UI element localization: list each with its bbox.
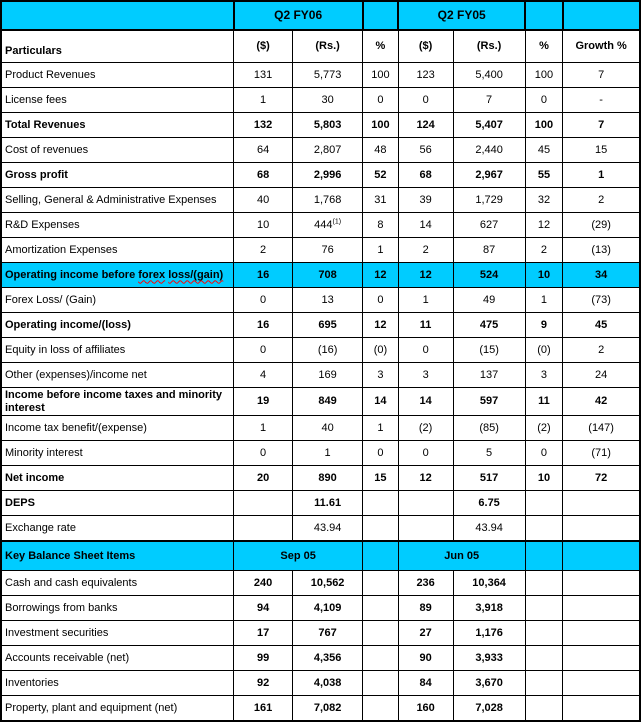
cell-value: 4,038 — [293, 671, 363, 696]
cell-value: 1,729 — [453, 188, 525, 213]
row-label: Equity in loss of affiliates — [1, 338, 234, 363]
row-label: Income tax benefit/(expense) — [1, 416, 234, 441]
cell-value — [363, 516, 399, 542]
cell-value: 5,407 — [453, 113, 525, 138]
cell-value: 7 — [563, 63, 640, 88]
table-row — [1, 338, 640, 363]
cell-value: (0) — [525, 338, 563, 363]
cell-value: 49 — [453, 288, 525, 313]
cell-value: 6.75 — [453, 491, 525, 516]
cell-value: 0 — [398, 88, 453, 113]
cell-value: 132 — [234, 113, 293, 138]
spellcheck-underlined-word: loss/(gain) — [168, 268, 224, 281]
cell-value: 1 — [398, 288, 453, 313]
cell-value: 45 — [525, 138, 563, 163]
cell-value: 24 — [563, 363, 640, 388]
row-label: Property, plant and equipment (net) — [1, 696, 234, 722]
cell-value: 5 — [453, 441, 525, 466]
table-row — [1, 416, 640, 441]
cell-value: 1 — [363, 416, 399, 441]
cell-value: 84 — [398, 671, 453, 696]
cell-value: 0 — [234, 288, 293, 313]
table-row — [1, 491, 640, 516]
cell-value — [525, 516, 563, 542]
cell-value: 16 — [234, 313, 293, 338]
cell-value: 19 — [234, 388, 293, 416]
cell-value: 87 — [453, 238, 525, 263]
table-row — [1, 441, 640, 466]
row-label — [1, 263, 234, 288]
cell-value: (71) — [563, 441, 640, 466]
cell-value: 32 — [525, 188, 563, 213]
col-header-growth: Growth % — [563, 30, 640, 63]
cell-value: - — [563, 88, 640, 113]
cell-value: 124 — [398, 113, 453, 138]
col-header-usd-fy06: ($) — [234, 30, 293, 63]
cell-value: 160 — [398, 696, 453, 722]
row-label: Cost of revenues — [1, 138, 234, 163]
row-label: License fees — [1, 88, 234, 113]
cell-value: 0 — [363, 88, 399, 113]
cell-value — [363, 646, 399, 671]
cell-value: 15 — [363, 466, 399, 491]
cell-value: 161 — [234, 696, 293, 722]
row-label: Product Revenues — [1, 63, 234, 88]
cell-value — [363, 696, 399, 722]
cell-value: 10,364 — [453, 571, 525, 596]
row-label: Minority interest — [1, 441, 234, 466]
footnote-marker: (1) — [332, 218, 342, 226]
cell-value: 2,807 — [293, 138, 363, 163]
cell-value: 0 — [525, 441, 563, 466]
cell-value — [525, 671, 563, 696]
cell-value — [363, 621, 399, 646]
cell-value: 597 — [453, 388, 525, 416]
table-row — [1, 313, 640, 338]
balance-sheet-section — [1, 541, 640, 571]
cell-value: (15) — [453, 338, 525, 363]
cell-value: 10 — [525, 466, 563, 491]
cell-value: 12 — [398, 466, 453, 491]
table-row — [1, 671, 640, 696]
cell-value — [398, 516, 453, 542]
header-spacer-cell — [563, 541, 640, 571]
cell-value: 12 — [398, 263, 453, 288]
cell-value: 3,933 — [453, 646, 525, 671]
cell-value: (2) — [398, 416, 453, 441]
cell-value: 5,803 — [293, 113, 363, 138]
cell-value: 76 — [293, 238, 363, 263]
cell-value — [525, 571, 563, 596]
cell-value: 10,562 — [293, 571, 363, 596]
row-label: Forex Loss/ (Gain) — [1, 288, 234, 313]
table-row — [1, 363, 640, 388]
column-header-row — [1, 30, 640, 63]
row-label: Selling, General & Administrative Expenses — [1, 188, 234, 213]
cell-value: 524 — [453, 263, 525, 288]
cell-value: 1 — [563, 163, 640, 188]
cell-value: 20 — [234, 466, 293, 491]
cell-value: 14 — [363, 388, 399, 416]
cell-value: (147) — [563, 416, 640, 441]
cell-value: 68 — [398, 163, 453, 188]
cell-value: (29) — [563, 213, 640, 238]
cell-value: 94 — [234, 596, 293, 621]
col-header-rs-fy06: (Rs.) — [293, 30, 363, 63]
cell-value: 12 — [525, 213, 563, 238]
row-label: Gross profit — [1, 163, 234, 188]
cell-value: 52 — [363, 163, 399, 188]
cell-value: 92 — [234, 671, 293, 696]
cell-value: (16) — [293, 338, 363, 363]
cell-value: 100 — [525, 113, 563, 138]
cell-value: 9 — [525, 313, 563, 338]
cell-value: 11 — [525, 388, 563, 416]
cell-value — [563, 646, 640, 671]
cell-value — [563, 491, 640, 516]
cell-value: 627 — [453, 213, 525, 238]
table-row — [1, 138, 640, 163]
cell-value: 40 — [234, 188, 293, 213]
cell-value: 767 — [293, 621, 363, 646]
cell-value: 40 — [293, 416, 363, 441]
cell-value: 11.61 — [293, 491, 363, 516]
balance-sheet-title: Key Balance Sheet Items — [1, 541, 234, 571]
cell-value: 7,082 — [293, 696, 363, 722]
row-label: Borrowings from banks — [1, 596, 234, 621]
table-row — [1, 288, 640, 313]
cell-value: 72 — [563, 466, 640, 491]
cell-value: 14 — [398, 388, 453, 416]
cell-value: 2 — [525, 238, 563, 263]
cell-value: (0) — [363, 338, 399, 363]
cell-value: 55 — [525, 163, 563, 188]
cell-value: 3 — [525, 363, 563, 388]
cell-value: 3 — [363, 363, 399, 388]
col-header-rs-fy05: (Rs.) — [453, 30, 525, 63]
cell-value — [525, 646, 563, 671]
cell-value: 3,918 — [453, 596, 525, 621]
cell-value: 16 — [234, 263, 293, 288]
period-header-row — [1, 1, 640, 30]
row-label: Exchange rate — [1, 516, 234, 542]
cell-value — [563, 516, 640, 542]
cell-value: (2) — [525, 416, 563, 441]
cell-value — [525, 596, 563, 621]
cell-value: 3,670 — [453, 671, 525, 696]
row-label: Accounts receivable (net) — [1, 646, 234, 671]
cell-value — [563, 621, 640, 646]
cell-value: 236 — [398, 571, 453, 596]
cell-value: 13 — [293, 288, 363, 313]
cell-value: 708 — [293, 263, 363, 288]
cell-value: 890 — [293, 466, 363, 491]
cell-value: 7,028 — [453, 696, 525, 722]
cell-value: 1,176 — [453, 621, 525, 646]
cell-value: 1 — [525, 288, 563, 313]
col-header-pct-fy06: % — [363, 30, 399, 63]
particulars-header: Particulars — [1, 30, 234, 63]
table-row — [1, 696, 640, 722]
cell-value: 39 — [398, 188, 453, 213]
cell-value: 849 — [293, 388, 363, 416]
table-row — [1, 596, 640, 621]
cell-value: 0 — [525, 88, 563, 113]
cell-value: 100 — [363, 113, 399, 138]
cell-value: 17 — [234, 621, 293, 646]
cell-value: 7 — [563, 113, 640, 138]
cell-value: 0 — [363, 288, 399, 313]
balance-sheet-body — [1, 571, 640, 722]
cell-value: 5,773 — [293, 63, 363, 88]
table-row — [1, 88, 640, 113]
table-row — [1, 466, 640, 491]
cell-value — [525, 696, 563, 722]
column-group-q2fy06: Q2 FY06 — [234, 1, 363, 30]
cell-value: 1 — [293, 441, 363, 466]
cell-value: 0 — [363, 441, 399, 466]
cell-value: 11 — [398, 313, 453, 338]
row-label: R&D Expenses — [1, 213, 234, 238]
cell-value — [563, 671, 640, 696]
cell-value: 0 — [234, 441, 293, 466]
cell-value: 240 — [234, 571, 293, 596]
cell-value: 2,996 — [293, 163, 363, 188]
cell-value: 27 — [398, 621, 453, 646]
cell-value: 0 — [398, 338, 453, 363]
cell-value: 4,356 — [293, 646, 363, 671]
header-spacer-cell — [525, 541, 563, 571]
col-header-usd-fy05: ($) — [398, 30, 453, 63]
cell-value: 1,768 — [293, 188, 363, 213]
cell-value: 48 — [363, 138, 399, 163]
cell-value: 444$^{(1)}$ — [293, 213, 363, 238]
cell-value — [363, 571, 399, 596]
row-label: Investment securities — [1, 621, 234, 646]
row-label: Income before income taxes and minority interest — [1, 388, 234, 416]
cell-value: 7 — [453, 88, 525, 113]
cell-value: 2,440 — [453, 138, 525, 163]
table-row — [1, 163, 640, 188]
period-jun05: Jun 05 — [398, 541, 525, 571]
income-statement-body — [1, 63, 640, 542]
cell-value: 2 — [563, 188, 640, 213]
cell-value: 0 — [234, 338, 293, 363]
cell-value: 1 — [234, 88, 293, 113]
cell-value: (85) — [453, 416, 525, 441]
cell-value: 2 — [398, 238, 453, 263]
cell-value: 1 — [363, 238, 399, 263]
cell-value: 12 — [363, 313, 399, 338]
cell-value — [398, 491, 453, 516]
cell-value — [234, 491, 293, 516]
header-spacer-cell — [1, 1, 234, 30]
cell-value: 1 — [234, 416, 293, 441]
row-label: Operating income/(loss) — [1, 313, 234, 338]
table-row — [1, 621, 640, 646]
row-label: Cash and cash equivalents — [1, 571, 234, 596]
cell-value: 5,400 — [453, 63, 525, 88]
cell-value: 10 — [525, 263, 563, 288]
row-label: DEPS — [1, 491, 234, 516]
cell-value: 100 — [525, 63, 563, 88]
col-header-pct-fy05: % — [525, 30, 563, 63]
cell-value: 14 — [398, 213, 453, 238]
label-text: Operating income before — [5, 268, 139, 281]
cell-value: 2 — [563, 338, 640, 363]
cell-value: 517 — [453, 466, 525, 491]
balance-sheet-header-row — [1, 541, 640, 571]
cell-value: 0 — [398, 441, 453, 466]
cell-value: 10 — [234, 213, 293, 238]
cell-value: 4 — [234, 363, 293, 388]
cell-value: 15 — [563, 138, 640, 163]
cell-value: 695 — [293, 313, 363, 338]
cell-value: 475 — [453, 313, 525, 338]
cell-value: 4,109 — [293, 596, 363, 621]
cell-value: 34 — [563, 263, 640, 288]
table-row — [1, 213, 640, 238]
header-spacer-cell — [563, 1, 640, 30]
cell-value — [363, 596, 399, 621]
cell-value: 43.94 — [293, 516, 363, 542]
cell-value: 30 — [293, 88, 363, 113]
cell-value — [563, 696, 640, 722]
row-label: Net income — [1, 466, 234, 491]
cell-value: 131 — [234, 63, 293, 88]
cell-value — [563, 571, 640, 596]
cell-value: 42 — [563, 388, 640, 416]
spellcheck-underlined-word: forex — [138, 268, 166, 281]
cell-value: 99 — [234, 646, 293, 671]
cell-value — [363, 491, 399, 516]
cell-value: (13) — [563, 238, 640, 263]
cell-value — [563, 596, 640, 621]
cell-value: (73) — [563, 288, 640, 313]
header-spacer-cell — [363, 1, 399, 30]
cell-value: 43.94 — [453, 516, 525, 542]
cell-value: 8 — [363, 213, 399, 238]
cell-value: 45 — [563, 313, 640, 338]
cell-value: 56 — [398, 138, 453, 163]
row-label: Other (expenses)/income net — [1, 363, 234, 388]
table-row — [1, 388, 640, 416]
cell-value: 90 — [398, 646, 453, 671]
table-row — [1, 571, 640, 596]
table-row — [1, 646, 640, 671]
cell-value: 2,967 — [453, 163, 525, 188]
header-spacer-cell — [525, 1, 563, 30]
cell-value: 64 — [234, 138, 293, 163]
table-row — [1, 188, 640, 213]
table-row — [1, 263, 640, 288]
cell-value: 68 — [234, 163, 293, 188]
cell-value: 3 — [398, 363, 453, 388]
cell-value — [525, 621, 563, 646]
cell-value: 12 — [363, 263, 399, 288]
row-label: Inventories — [1, 671, 234, 696]
header-spacer-cell — [363, 541, 399, 571]
row-label: Total Revenues — [1, 113, 234, 138]
period-sep05: Sep 05 — [234, 541, 363, 571]
cell-value — [234, 516, 293, 542]
cell-value: 137 — [453, 363, 525, 388]
cell-value: 123 — [398, 63, 453, 88]
row-label: Amortization Expenses — [1, 238, 234, 263]
table-row — [1, 238, 640, 263]
cell-value — [525, 491, 563, 516]
table-row — [1, 516, 640, 542]
column-group-q2fy05: Q2 FY05 — [398, 1, 525, 30]
cell-value: 169 — [293, 363, 363, 388]
cell-value: 89 — [398, 596, 453, 621]
cell-value: 2 — [234, 238, 293, 263]
cell-value: 31 — [363, 188, 399, 213]
cell-value: 100 — [363, 63, 399, 88]
cell-value — [363, 671, 399, 696]
table-row — [1, 113, 640, 138]
table-row — [1, 63, 640, 88]
